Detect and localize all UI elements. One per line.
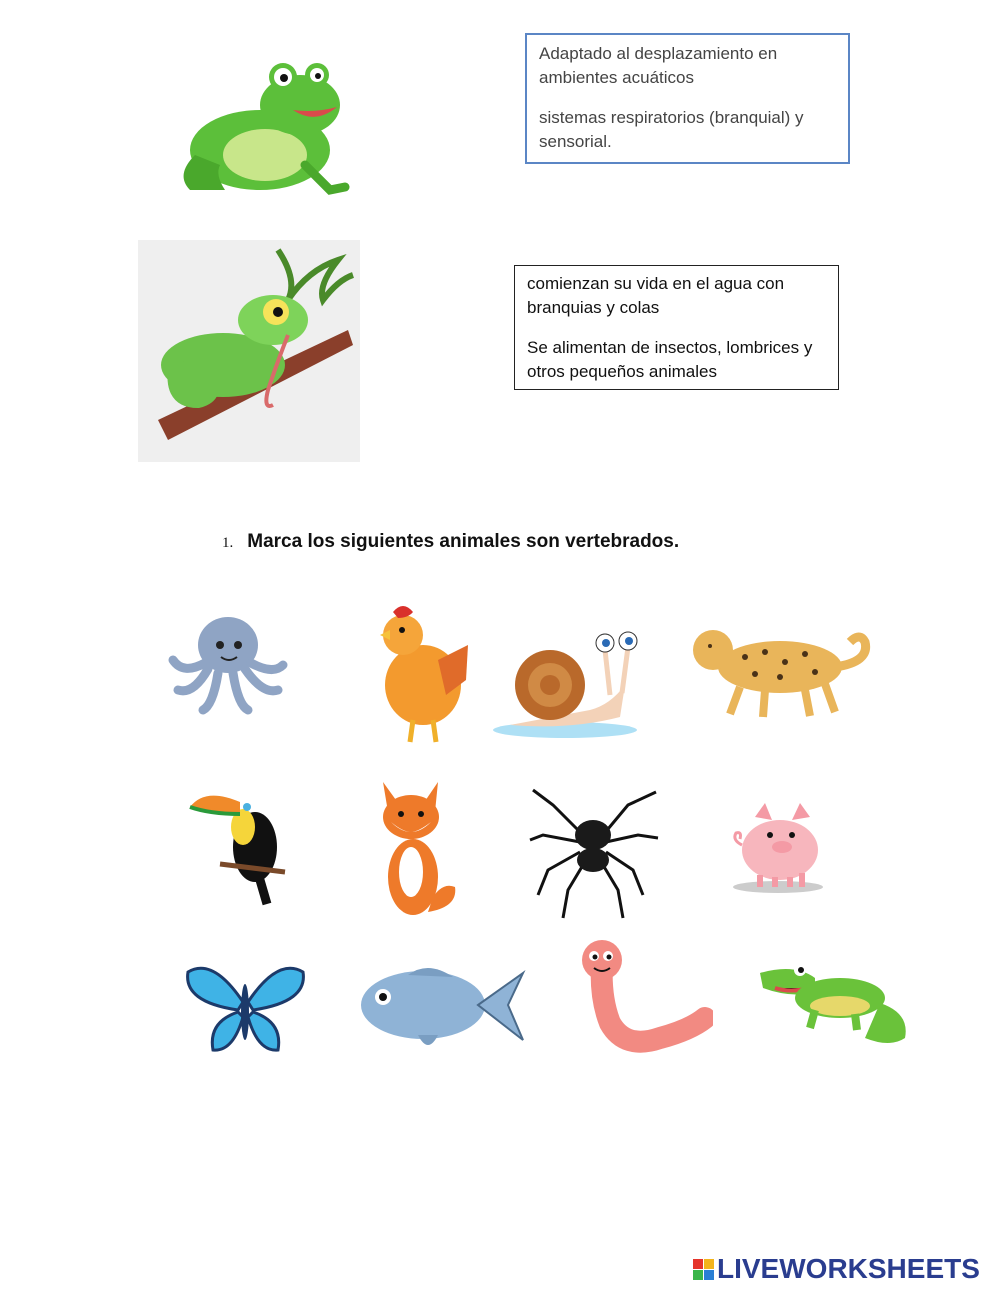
crocodile-image[interactable] <box>755 948 915 1053</box>
question-text: Marca los siguientes animales son vertebrados. <box>247 531 680 552</box>
fish-image[interactable] <box>358 955 526 1057</box>
fox-image[interactable] <box>373 772 463 927</box>
toucan-image[interactable] <box>185 782 290 907</box>
frog-image <box>165 55 350 195</box>
liveworksheets-logo-mark <box>693 1259 714 1280</box>
brand-name: LIVEWORKSHEETS <box>717 1253 980 1284</box>
worm-image[interactable] <box>580 938 713 1056</box>
snail-image[interactable] <box>490 625 640 740</box>
spider-image[interactable] <box>528 780 660 920</box>
liveworksheets-logo <box>693 1254 980 1284</box>
info-box-1-line-1: Adaptado al desplazamiento en ambientes acuáticos <box>539 44 778 87</box>
question-number: 1. <box>222 535 234 551</box>
octopus-image[interactable] <box>163 605 293 720</box>
hen-image[interactable] <box>368 600 473 748</box>
jaguar-image[interactable] <box>685 612 880 722</box>
info-box-2 <box>514 265 839 390</box>
pig-image[interactable] <box>730 795 825 895</box>
info-box-1-line-2: sistemas respiratorios (branquial) y sensorial. <box>539 108 804 151</box>
question-heading <box>222 531 679 553</box>
info-box-2-line-1: comienzan su vida en el agua con branquias y colas <box>527 274 785 317</box>
chameleon-image <box>138 240 360 462</box>
butterfly-image[interactable] <box>183 962 308 1057</box>
info-box-1 <box>525 33 850 164</box>
info-box-2-line-2: Se alimentan de insectos, lombrices y otros pequeños animales <box>527 338 813 381</box>
